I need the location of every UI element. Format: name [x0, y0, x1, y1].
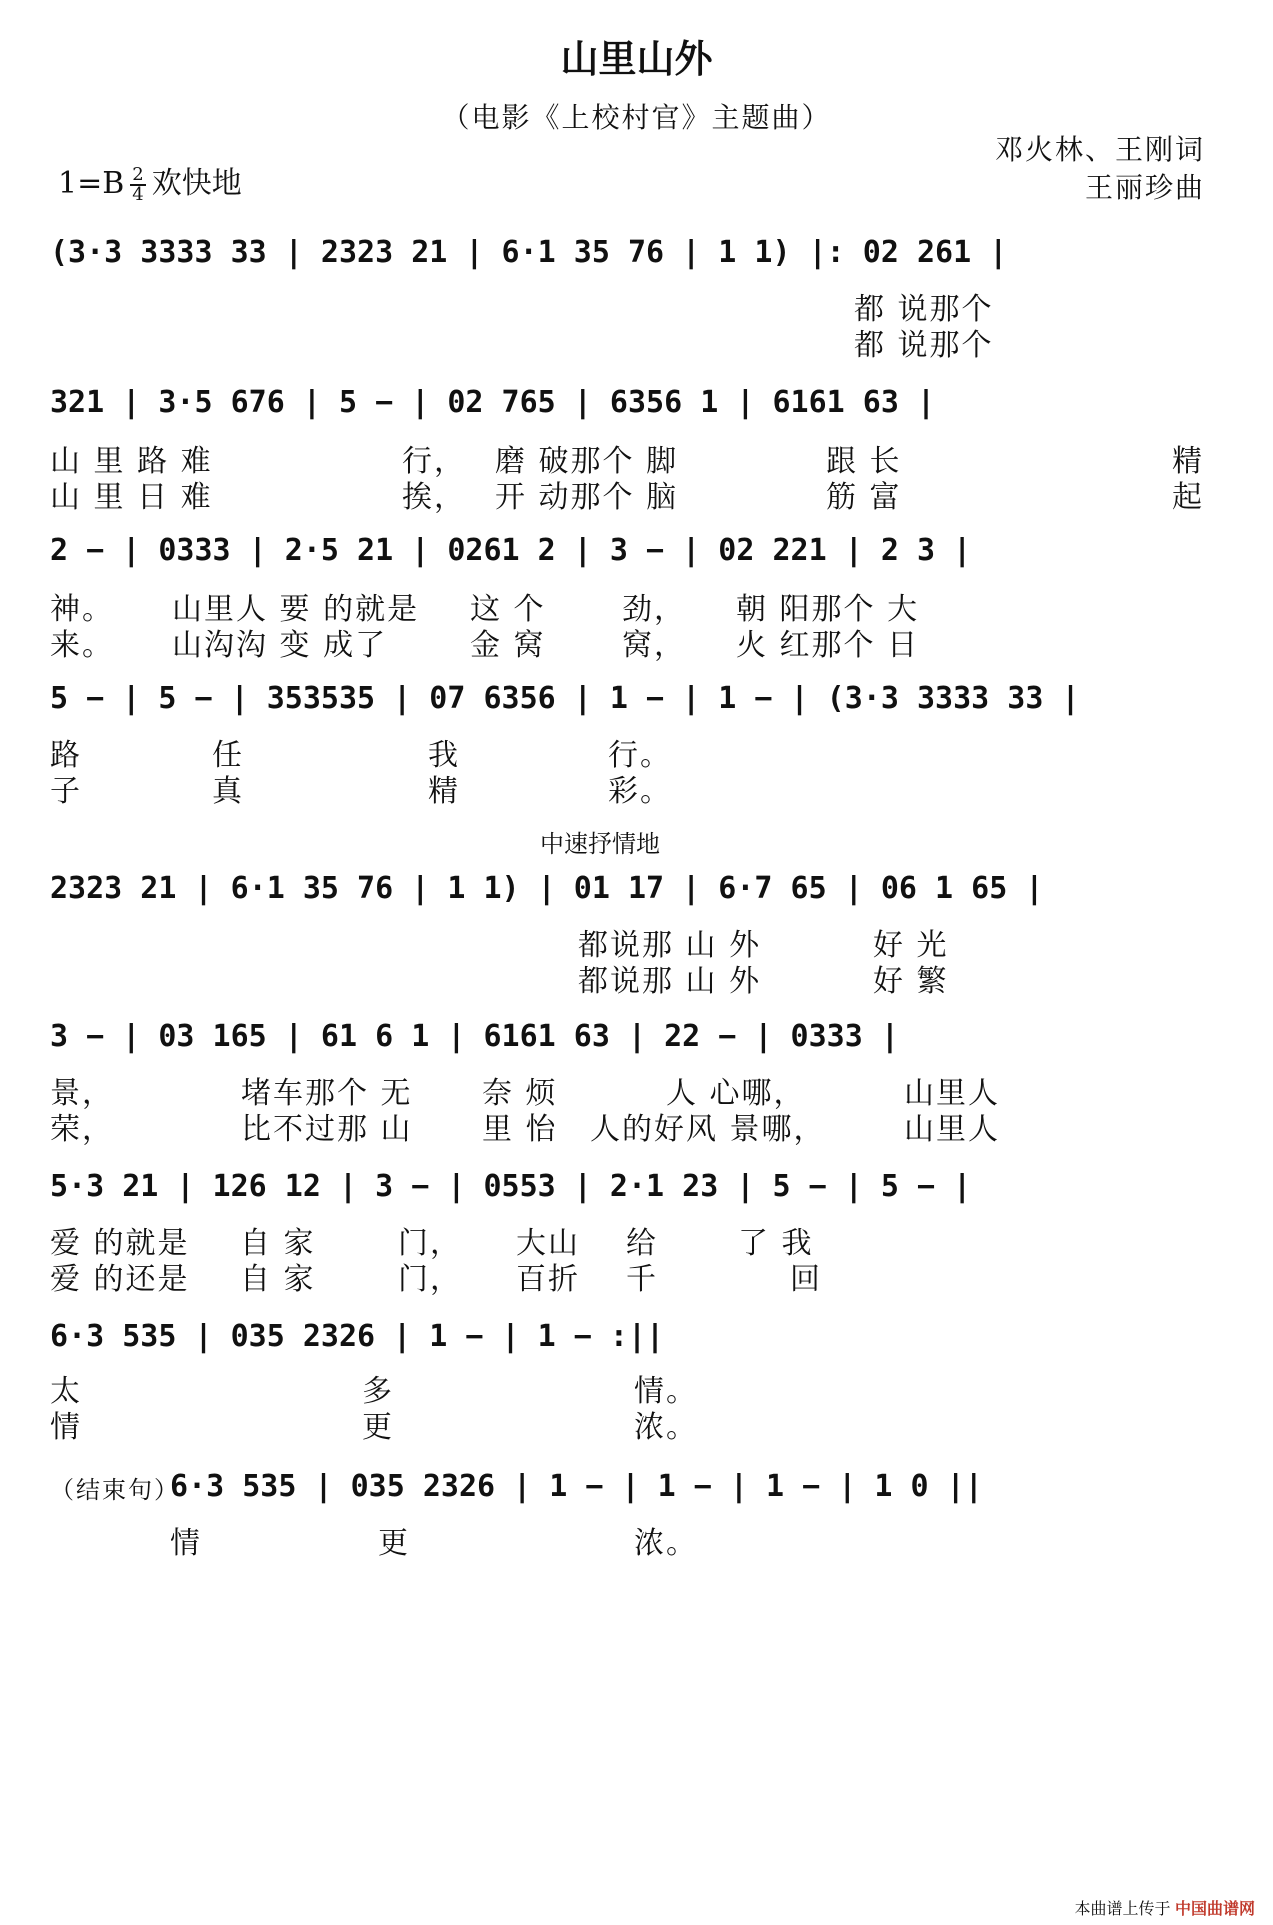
notation-line-8	[0, 1306, 1273, 1366]
lyric-verse2: 浓。	[634, 1410, 698, 1445]
tempo-marking: 欢快地	[151, 166, 242, 201]
notation-line-9	[0, 1456, 1273, 1516]
song-subtitle: （电影《上校村官》主题曲）	[441, 101, 832, 134]
lyric-verse2: 更	[362, 1410, 394, 1445]
lyric-verse1: 人 心哪，	[666, 1076, 806, 1111]
lyric-verse1: 神。	[50, 592, 114, 627]
lyric-verse2: 人的好风 景哪，	[590, 1112, 826, 1147]
lyric-verse2: 爱 的还是	[50, 1262, 190, 1297]
lyric-verse2: 都 说那个	[854, 328, 994, 363]
lyric-verse2: 彩。	[608, 774, 672, 809]
notation-text: (3·3 3333 33 | 2323 21 | 6·1 35 76 | 1 1) |: 02 261 |	[50, 235, 1008, 270]
lyric-verse1: 了 我	[738, 1226, 814, 1261]
lyric-verse2: 金 窝	[470, 628, 546, 663]
lyric-verse1: 行，	[402, 444, 466, 479]
song-title: 山里山外	[560, 36, 713, 81]
lyric-verse1: 都说那 山 外	[578, 928, 762, 963]
lyric-verse1: 大山	[516, 1226, 580, 1261]
lyric-verse1: 多	[362, 1374, 394, 1409]
notation-text: 2323 21 | 6·1 35 76 | 1 1) | 01 17 | 6·7 65 | 06 1 65 |	[50, 871, 1044, 906]
site-logo: 中国曲谱网	[1174, 1901, 1255, 1918]
notation-text: 6·3 535 | 035 2326 | 1 − | 1 − | 1 − | 1 0 ||	[170, 1469, 983, 1504]
composer-credit: 王丽珍曲	[1084, 171, 1205, 204]
lyric-verse2: 门，	[398, 1262, 462, 1297]
lyric-verse2: 山沟沟 变 成了	[172, 628, 388, 663]
time-signature-bottom: 4	[132, 184, 144, 205]
lyric-verse1: 浓。	[634, 1526, 698, 1561]
notation-text: 6·3 535 | 035 2326 | 1 − | 1 − :||	[50, 1319, 665, 1354]
lyric-verse1: 自 家	[240, 1226, 316, 1261]
lyricist-credit: 邓火林、王刚词	[994, 133, 1205, 166]
lyric-verse1: 山里人	[904, 1076, 1000, 1111]
lyric-verse2: 挨，	[402, 480, 466, 515]
lyric-verse2: 筋 富	[826, 480, 902, 515]
lyric-verse2: 精	[428, 774, 460, 809]
lyric-verse2: 都说那 山 外	[578, 964, 762, 999]
lyric-verse1: 朝 阳那个 大	[736, 592, 920, 627]
lyric-verse1: 路	[50, 738, 82, 773]
notation-line-3	[0, 520, 1273, 580]
lyric-verse1: 劲，	[622, 592, 686, 627]
key-signature	[58, 158, 242, 204]
lyric-verse1: 这 个	[470, 592, 546, 627]
lyric-verse1: 奈 烦	[482, 1076, 558, 1111]
notation-text: 5·3 21 | 126 12 | 3 − | 0553 | 2·1 23 | 5 − | 5 − |	[50, 1169, 972, 1204]
lyric-verse1: 好 光	[873, 928, 949, 963]
lyric-verse2: 子	[50, 774, 82, 809]
lyric-verse1: 都 说那个	[854, 292, 994, 327]
lyric-verse2: 情	[50, 1410, 82, 1445]
lyric-verse2: 比不过那 山	[241, 1112, 413, 1147]
notation-text: 5 − | 5 − | 353535 | 07 6356 | 1 − | 1 − | (3·3 3333 33 |	[50, 681, 1080, 716]
time-signature	[130, 166, 145, 204]
lyric-verse2: 窝，	[622, 628, 686, 663]
notation-text: 2 − | 0333 | 2·5 21 | 0261 2 | 3 − | 02 221 | 2 3 |	[50, 533, 972, 568]
lyric-verse1: 情	[170, 1526, 202, 1561]
time-signature-top: 2	[132, 164, 144, 185]
lyric-verse2: 回	[790, 1262, 822, 1297]
lyric-verse1: 磨 破那个 脚	[495, 444, 679, 479]
lyric-verse2: 百折	[516, 1262, 580, 1297]
notation-text: 3 − | 03 165 | 61 6 1 | 6161 63 | 22 − | 0333 |	[50, 1019, 899, 1054]
tempo-change: 中速抒情地	[540, 830, 660, 858]
notation-line-4	[0, 668, 1273, 728]
source-watermark	[1075, 1896, 1255, 1919]
lyric-verse1: 跟 长	[826, 444, 902, 479]
lyric-verse1: 任	[212, 738, 244, 773]
lyric-verse1: 山 里 路 难	[50, 444, 213, 479]
lyric-verse2: 真	[212, 774, 244, 809]
lyric-verse2: 里 怡	[482, 1112, 558, 1147]
notation-line-2	[0, 372, 1273, 432]
lyric-verse2: 好 繁	[873, 964, 949, 999]
lyric-verse2: 火 红那个 日	[736, 628, 920, 663]
lyric-verse1: 行。	[608, 738, 672, 773]
notation-line-7	[0, 1156, 1273, 1216]
lyric-verse2: 来。	[50, 628, 114, 663]
lyric-verse2: 荣，	[50, 1112, 114, 1147]
lyric-verse2: 自 家	[240, 1262, 316, 1297]
lyric-verse2: 山 里 日 难	[50, 480, 213, 515]
notation-text: 321 | 3·5 676 | 5 − | 02 765 | 6356 1 | 6161 63 |	[50, 385, 936, 420]
lyric-verse1: 更	[378, 1526, 410, 1561]
lyric-verse2: 开 动那个 脑	[495, 480, 679, 515]
lyric-verse1: 爱 的就是	[50, 1226, 190, 1261]
notation-line-1	[0, 222, 1273, 282]
upload-note: 本曲谱上传于	[1074, 1901, 1171, 1918]
lyric-verse1: 堵车那个 无	[241, 1076, 413, 1111]
lyric-verse1: 山里人 要 的就是	[172, 592, 420, 627]
lyric-verse1: 精	[1172, 444, 1204, 479]
lyric-verse1: 情。	[634, 1374, 698, 1409]
lyric-verse2: 起	[1172, 480, 1204, 515]
lyric-verse1: 景，	[50, 1076, 114, 1111]
lyric-verse2: 山里人	[904, 1112, 1000, 1147]
ending-label: （结束句）	[50, 1476, 180, 1504]
lyric-verse1: 给	[626, 1226, 658, 1261]
lyric-verse2: 千	[626, 1262, 658, 1297]
notation-line-5	[0, 858, 1273, 918]
lyric-verse1: 太	[50, 1374, 82, 1409]
lyric-verse1: 我	[428, 738, 460, 773]
notation-line-6	[0, 1006, 1273, 1066]
lyric-verse1: 门，	[398, 1226, 462, 1261]
key-prefix: 1=B	[58, 166, 125, 201]
